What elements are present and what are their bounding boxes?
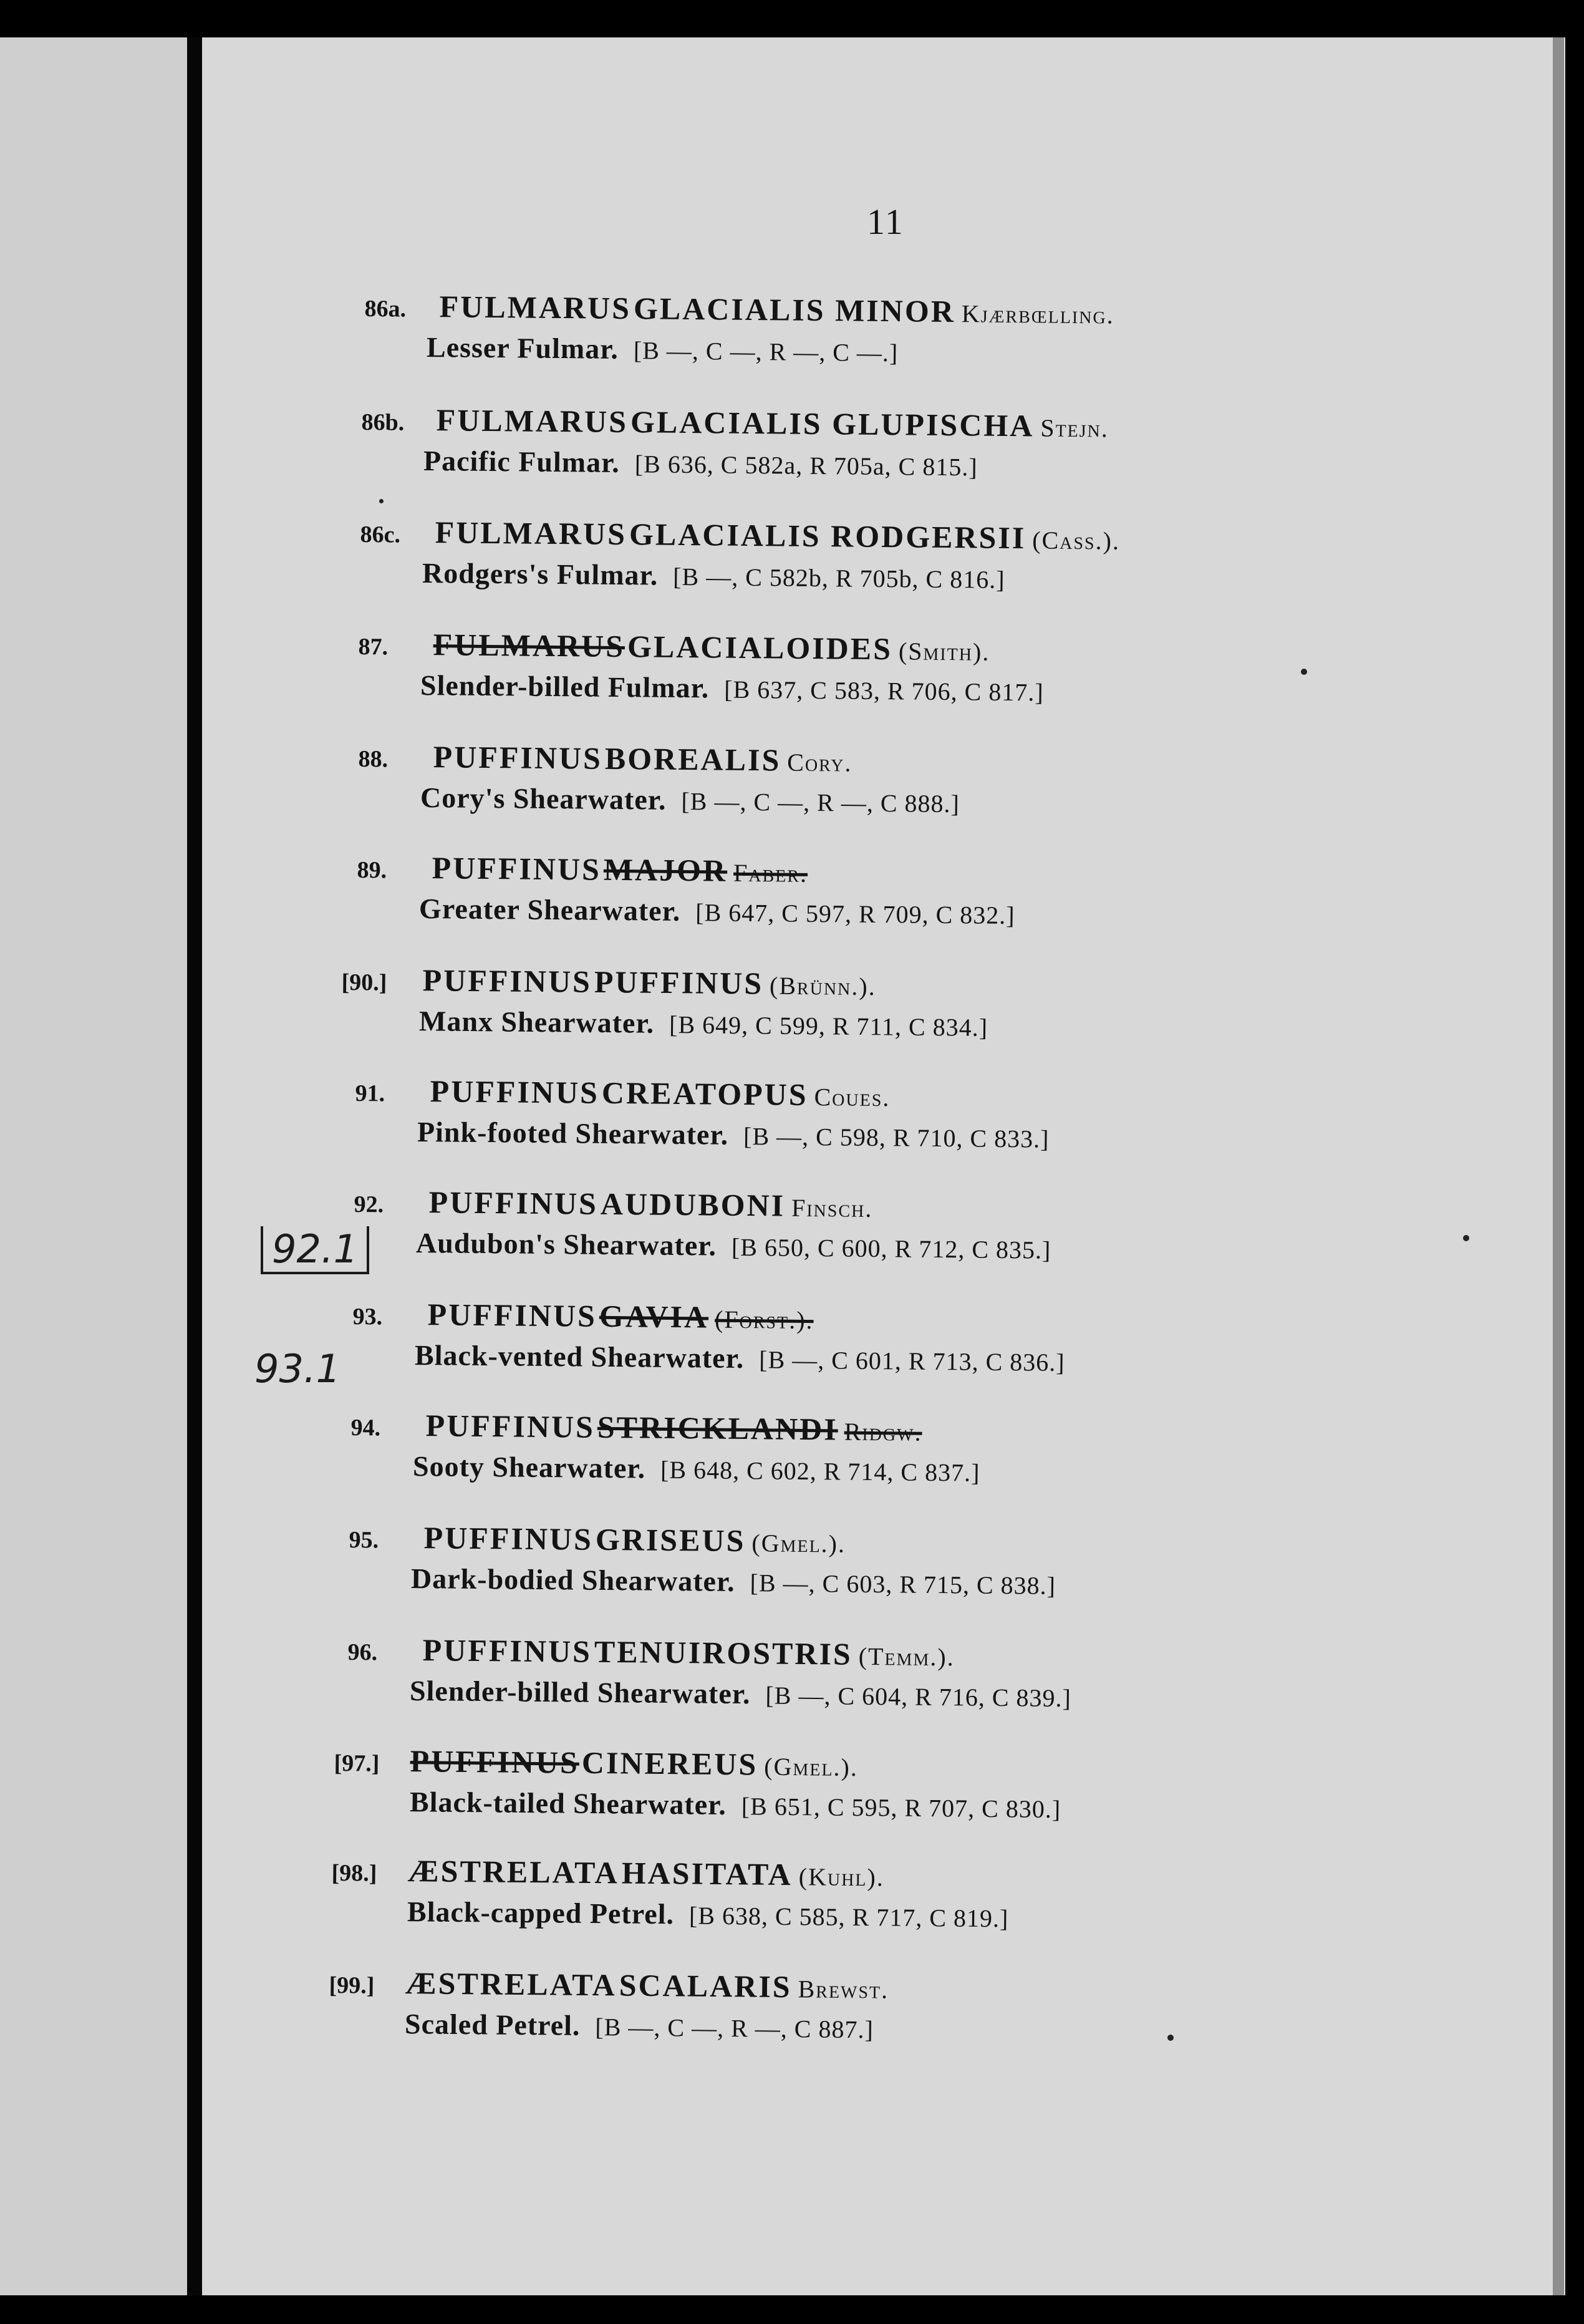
species: MAJOR [603,851,728,888]
handwritten-note-93-1 [254,1346,340,1392]
author: Kjærbœlling. [961,299,1114,329]
references: [B —, C 598, R 710, C 833.] [743,1121,1050,1153]
genus: PUFFINUS [422,1632,592,1669]
species: TENUIROSTRIS [594,1634,853,1672]
author: (Temm.). [858,1642,955,1672]
entry-number: 86a. [364,295,407,322]
species: GRISEUS [595,1521,746,1559]
speck [1167,2035,1174,2041]
genus: PUFFINUS [430,1073,600,1110]
common-name: Greater Shearwater. [418,892,681,927]
list-item [361,399,1359,491]
note-text: 92.1 [272,1226,359,1272]
author: (Brünn.). [769,971,876,1001]
species: AUDUBONI [600,1186,786,1223]
speck [1301,669,1307,675]
author: (Smith). [898,637,990,666]
page-number: 11 [867,201,904,242]
species: STRICKLANDI [597,1409,839,1447]
list-item [334,1740,1332,1832]
entry-number: 91. [355,1080,385,1107]
references: [B —, C —, R —, C 888.] [681,787,960,818]
references: [B —, C 604, R 716, C 839.] [765,1681,1072,1713]
author: Ridgw. [844,1417,922,1446]
author: Faber. [733,858,808,888]
entry-number: 87. [358,633,389,661]
list-item [350,1405,1349,1496]
species: BOREALIS [604,740,781,778]
references: [B 636, C 582a, R 705a, C 815.] [634,450,978,482]
genus: ÆSTRELATA [405,1965,617,2003]
genus: PUFFINUS [425,1408,596,1445]
references: [B —, C —, R —, C 887.] [595,2013,874,2044]
list-item [357,847,1355,939]
note-text: 93.1 [254,1346,341,1392]
handwritten-note-92-1 [261,1226,369,1274]
common-name: Black-capped Petrel. [407,1896,675,1930]
species: CINEREUS [581,1745,758,1782]
author: Stejn. [1040,414,1109,443]
species: CREATOPUS [601,1075,808,1112]
species: GLACIALIS RODGERSII [629,516,1026,556]
references: [B 651, C 595, R 707, C 830.] [741,1792,1061,1824]
entry-number: [99.] [329,1972,375,1999]
common-name: Black-vented Shearwater. [414,1339,745,1375]
entry-number: 96. [347,1639,378,1666]
entry-number: [97.] [334,1750,380,1777]
author: (Gmel.). [764,1752,859,1782]
references: [B 648, C 602, R 714, C 837.] [660,1455,980,1487]
genus: FULMARUS [433,627,625,664]
common-name: Slender-billed Shearwater. [409,1674,751,1710]
references: [B —, C —, R —, C —.] [633,336,899,367]
genus: PUFFINUS [422,962,592,999]
list-item [358,736,1356,828]
species: GLACIALIS GLUPISCHA [630,404,1035,443]
common-name: Audubon's Shearwater. [415,1226,717,1262]
author: (Gmel.). [751,1529,846,1558]
common-name: Dark-bodied Shearwater. [410,1562,735,1597]
common-name: Slender-billed Fulmar. [420,669,710,704]
references: [B —, C 601, R 713, C 836.] [759,1345,1065,1377]
references: [B 637, C 583, R 706, C 817.] [724,675,1044,707]
entry-number: [98.] [331,1859,377,1887]
entry-number: 88. [358,745,389,773]
list-item [331,1850,1330,1942]
author: (Cass.). [1032,526,1121,555]
genus: PUFFINUS [433,739,603,776]
references: [B 647, C 597, R 709, C 832.] [695,898,1015,930]
list-item [360,511,1358,603]
entry-number: 92. [354,1191,384,1218]
author: Coues. [814,1083,891,1112]
list-item [352,1294,1351,1385]
common-name: Scaled Petrel. [404,2008,581,2041]
speck [379,499,384,503]
list-item [358,624,1356,715]
species: PUFFINUS [594,964,764,1001]
entry-number: 95. [349,1526,379,1554]
genus: ÆSTRELATA [407,1853,620,1891]
genus: PUFFINUS [423,1520,594,1557]
species: GLACIALIS MINOR [633,291,956,329]
entry-number: 89. [357,856,387,884]
author: Finsch. [791,1193,873,1223]
entry-number: 86c. [360,521,401,548]
entry-number: 86b. [361,409,405,436]
list-item [341,959,1340,1051]
list-item [355,1070,1353,1162]
list-item [354,1181,1352,1273]
genus: PUFFINUS [410,1743,580,1780]
common-name: Black-tailed Shearwater. [409,1786,727,1821]
entry-number: 94. [350,1414,381,1441]
common-name: Rodgers's Fulmar. [422,556,659,591]
list-item [329,1962,1327,2054]
author: (Forst.). [714,1305,814,1335]
genus: PUFFINUS [428,1184,599,1221]
genus: PUFFINUS [432,850,602,887]
speck [1463,1235,1469,1241]
genus: FULMARUS [436,402,629,440]
common-name: Lesser Fulmar. [426,331,619,365]
common-name: Pacific Fulmar. [423,444,621,478]
species: HASITATA [621,1855,793,1892]
author: Brewst. [798,1975,889,2004]
common-name: Cory's Shearwater. [420,781,667,816]
references: [B —, C 603, R 715, C 838.] [750,1569,1056,1600]
references: [B 638, C 585, R 717, C 819.] [688,1901,1009,1933]
entry-number: 93. [352,1303,383,1330]
common-name: Sooty Shearwater. [412,1450,646,1484]
entry-number: [90.] [341,969,387,996]
species: SCALARIS [619,1967,792,2005]
references: [B —, C 582b, R 705b, C 816.] [673,562,1005,594]
genus: PUFFINUS [427,1297,597,1334]
list-item [347,1629,1346,1721]
author: Cory. [787,748,852,777]
list-item [349,1517,1347,1609]
common-name: Pink-footed Shearwater. [417,1115,729,1151]
species: GLACIALOIDES [627,629,893,667]
species: GAVIA [599,1298,709,1335]
list-item [364,286,1363,377]
genus: FULMARUS [439,289,632,326]
genus: FULMARUS [435,515,627,552]
common-name: Manx Shearwater. [418,1005,655,1039]
references: [B 650, C 600, R 712, C 835.] [731,1232,1051,1264]
author: (Kuhl). [798,1862,885,1892]
references: [B 649, C 599, R 711, C 834.] [669,1010,988,1042]
